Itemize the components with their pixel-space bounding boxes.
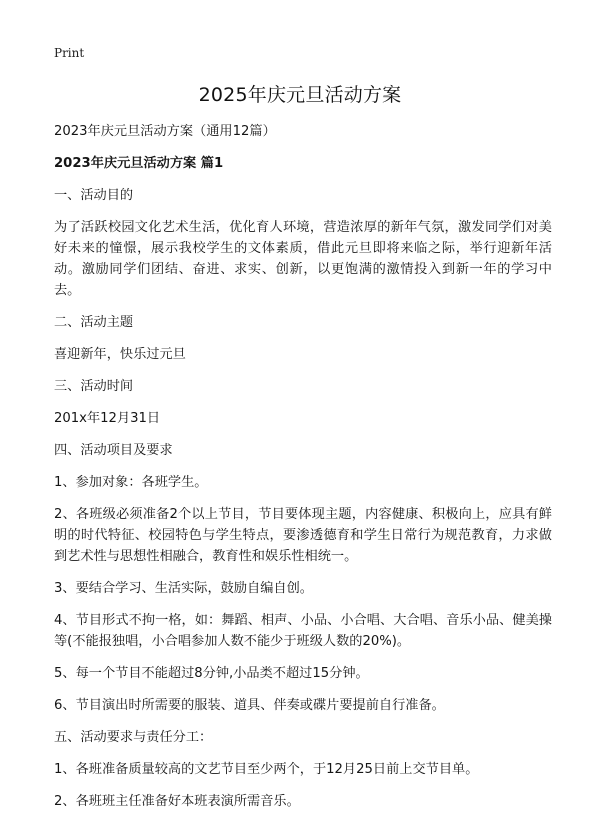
list-item: 2、各班班主任准备好本班表演所需音乐。 [54,794,300,809]
paragraph-purpose: 为了活跃校园文化艺术生活，优化育人环境，营造浓厚的新年气氛，激发同学们对美好未来的憧憬，展示我校学生的文体素质，借此元旦即将来临之际，举行迎新年活动。激励同学们团结、奋进、求实、创新，以更饱满的激情投入到新一年的学习中去。 [54,220,552,298]
heading-items: 四、活动项目及要求 [54,443,173,458]
section-heading: 2023年庆元旦活动方案 篇1 [54,156,224,171]
list-item: 4、节目形式不拘一格，如：舞蹈、相声、小品、小合唱、大合唱、音乐小品、健美操等(不能报独唱，小合唱参加人数不能少于班级人数的20%)。 [54,613,552,649]
print-link[interactable]: Print [54,46,85,60]
document-body [54,121,552,823]
list-item: 1、参加对象：各班学生。 [54,475,208,490]
heading-requirements: 五、活动要求与责任分工： [54,730,213,745]
heading-time: 三、活动时间 [54,379,134,394]
list-item: 6、节目演出时所需要的服装、道具、伴奏或碟片要提前自行准备。 [54,698,445,713]
document-subtitle: 2023年庆元旦活动方案（通用12篇） [54,124,276,139]
list-item: 3、要结合学习、生活实际，鼓励自编自创。 [54,581,313,596]
paragraph-theme: 喜迎新年，快乐过元旦 [54,347,186,362]
list-item: 1、各班准备质量较高的文艺节目至少两个，于12月25日前上交节目单。 [54,762,479,777]
list-item: 2、各班级必须准备2个以上节目，节目要体现主题，内容健康、积极向上，应具有鲜明的时代特征、校园特色与学生特点，要渗透德育和学生日常行为规范教育，力求做到艺术性与思想性相融合，教育性和娱乐性相统一。 [54,507,552,564]
heading-purpose: 一、活动目的 [54,188,134,203]
document-title: 2025年庆元旦活动方案 [198,84,402,106]
list-item: 5、每一个节目不能超过8分钟,小品类不超过15分钟。 [54,666,369,681]
heading-theme: 二、活动主题 [54,315,134,330]
paragraph-time: 201x年12月31日 [54,411,161,426]
